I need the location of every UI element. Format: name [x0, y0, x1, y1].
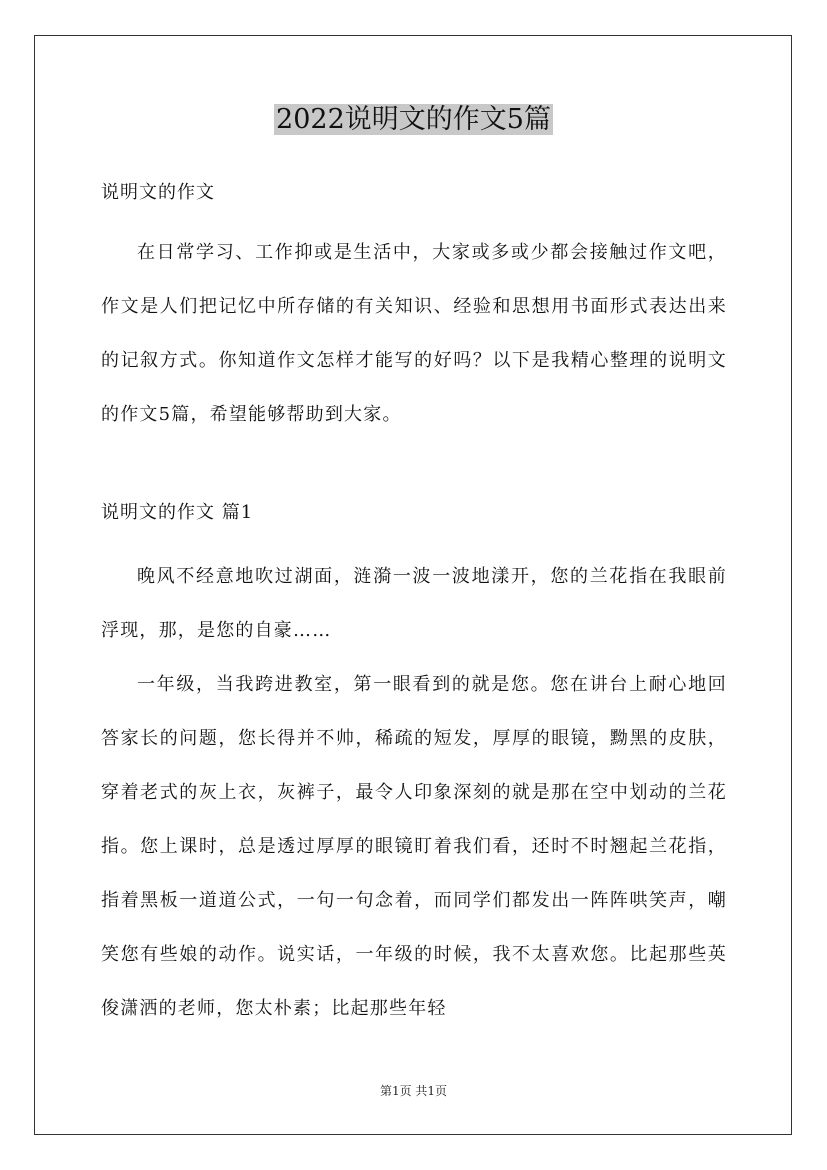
page-footer: 第1页 共1页 [379, 1084, 448, 1098]
intro-paragraph: 在日常学习、工作抑或是生活中，大家或多或少都会接触过作文吧，作文是人们把记忆中所存储的有关知识、经验和思想用书面形式表达出来的记叙方式。你知道作文怎样才能写的好吗？以下是我精心整理的说明文的作文5篇，希望能够帮助到大家。 [101, 242, 727, 425]
document-title-text: 2022说明文的作文5篇 [276, 104, 551, 135]
intro-heading: 说明文的作文 [101, 182, 215, 203]
section-heading: 说明文的作文 篇1 [101, 502, 254, 523]
document-body [101, 172, 727, 1036]
document-title [0, 100, 827, 140]
section-paragraph: 晚风不经意地吹过湖面，涟漪一波一波地漾开，您的兰花指在我眼前浮现，那，是您的自豪…… [101, 566, 727, 641]
section-paragraph: 一年级，当我跨进教室，第一眼看到的就是您。您在讲台上耐心地回答家长的问题，您长得并不帅，稀疏的短发，厚厚的眼镜，黝黑的皮肤，穿着老式的灰上衣，灰裤子，最令人印象深刻的就是那在空中划动的兰花指。您上课时，总是透过厚厚的眼镜盯着我们看，还时不时翘起兰花指，指着黑板一道道公式，一句一句念着，而同学们都发出一阵阵哄笑声，嘲笑您有些娘的动作。说实话，一年级的时候，我不太喜欢您。比起那些英俊潇洒的老师，您太朴素；比起那些年轻 [101, 674, 727, 1019]
